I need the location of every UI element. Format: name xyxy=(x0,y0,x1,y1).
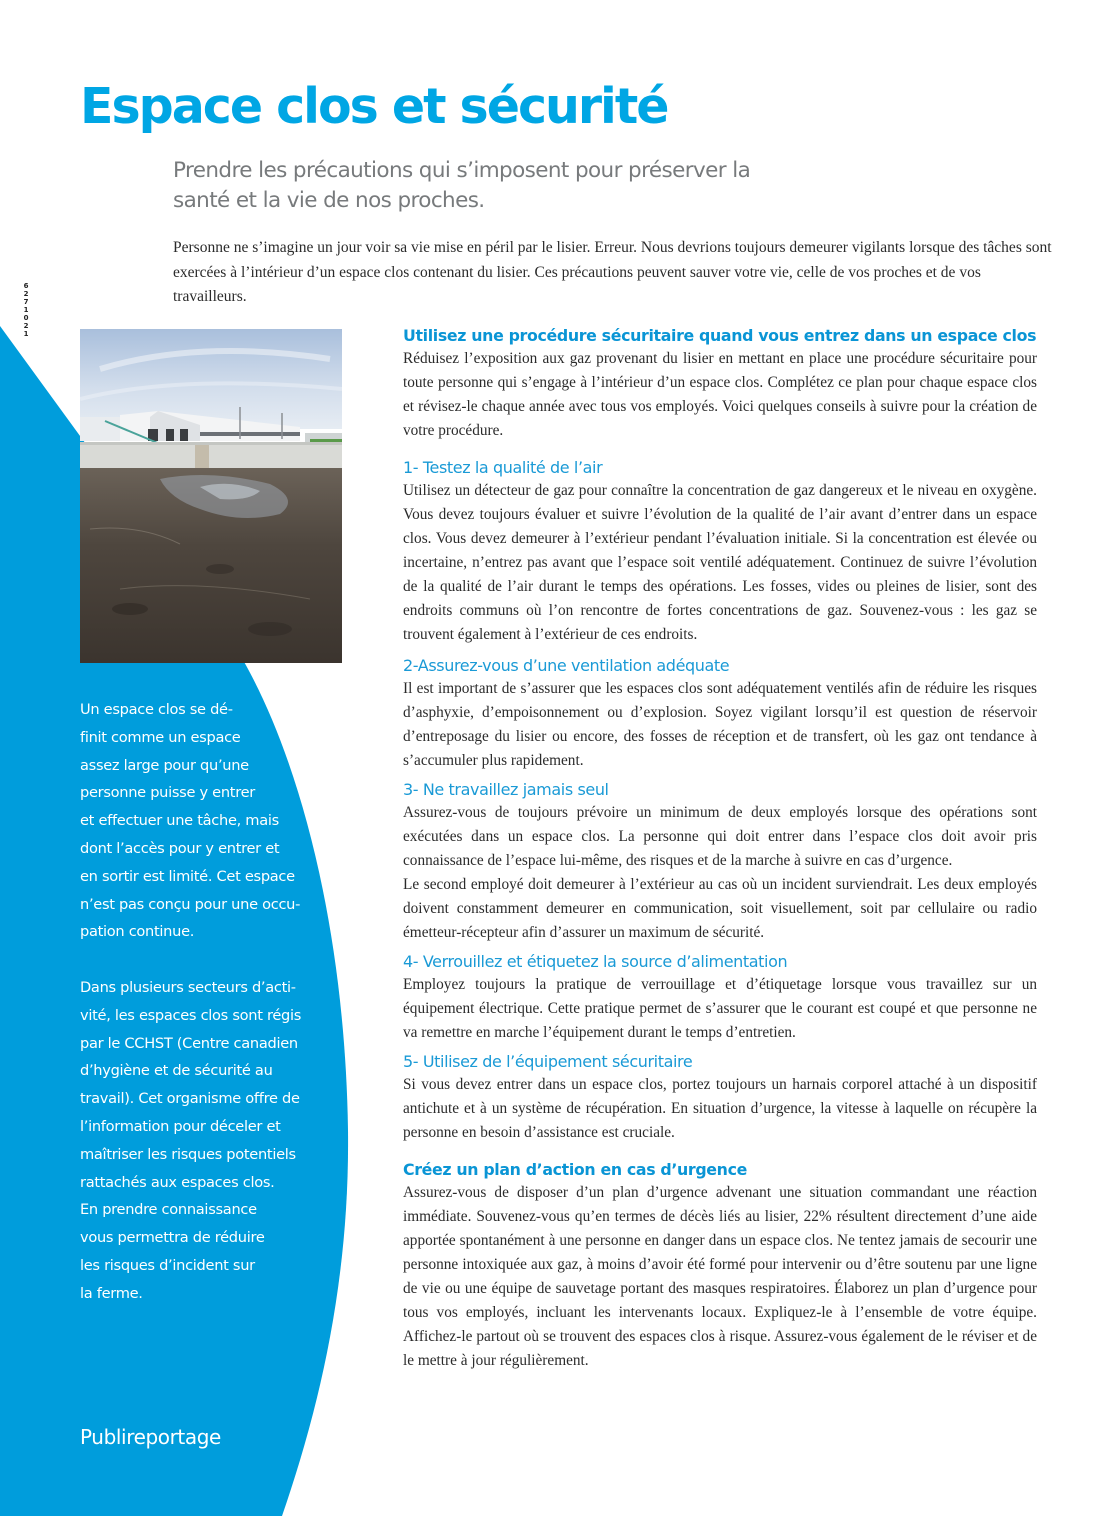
step-heading-5: 5- Utilisez de l’équipement sécuritaire xyxy=(403,1052,693,1071)
sidebar-line: pation continue. xyxy=(80,923,195,941)
step-heading-4: 4- Verrouillez et étiquetez la source d’alimentation xyxy=(403,952,788,971)
sidebar-line: et effectuer une tâche, mais xyxy=(80,812,279,830)
sidebar-line: vité, les espaces clos sont régis xyxy=(80,1006,302,1024)
section-body-procedure: Réduisez l’exposition aux gaz provenant du lisier en mettant en place une procédure sécuritaire pour toute personne qui s’engage à l’intérieur d’un espace clos. Complétez ce plan pour chaque espace clos et révisez-le chaque année avec tous vos employés. Voici quelques conseils à suivre pour la création de votre procédure. xyxy=(403,350,1037,439)
sidebar-line: Un espace clos se dé- xyxy=(80,701,233,718)
step-body-3: Assurez-vous de toujours prévoire un minimum de deux employés lorsque des opérations sont exécutées dans un espace clos. La personne qui doit entrer dans l’espace clos doit avoir pris connaissance de l’espace lui-même, des risques et de la marche à suivre en cas d’urgence. xyxy=(403,804,1037,869)
sidebar-line: assez large pour qu’une xyxy=(80,756,249,774)
sidebar-paragraph-definition xyxy=(80,696,330,946)
sidebar-line: Dans plusieurs secteurs d’acti- xyxy=(80,978,296,996)
sidebar-line: rattachés aux espaces clos. xyxy=(80,1173,275,1191)
step-heading-3: 3- Ne travaillez jamais seul xyxy=(403,780,609,799)
sidebar-line: en sortir est limité. Cet espace xyxy=(80,867,295,885)
section-heading-procedure: Utilisez une procédure sécuritaire quand vous entrez dans un espace clos xyxy=(403,326,1037,345)
sidebar-line: dont l’accès pour y entrer et xyxy=(80,839,280,857)
section-heading-emergency: Créez un plan d’action en cas d’urgence xyxy=(403,1160,747,1179)
sidebar-line: n’est pas conçu pour une occu- xyxy=(80,895,301,913)
step-body-2: Il est important de s’assurer que les espaces clos sont adéquatement ventilés afin de réduire les risques d’asphyxie, d’empoisonnement ou d’explosion. Soyez vigilant lorsqu’il est question de réservoir d’entreposage du lisier ou encore, des fosses de réception et de transfert, où les gaz ont tendance à s’accumuler plus rapidement. xyxy=(403,680,1037,769)
page-title: Espace clos et sécurité xyxy=(80,78,668,135)
sidebar-line: l’information pour déceler et xyxy=(80,1117,281,1135)
sidebar-note xyxy=(80,696,330,1335)
print-code: 6271021 xyxy=(23,282,29,338)
publireportage-label: Publireportage xyxy=(80,1425,221,1449)
sidebar-line: vous permettra de réduire xyxy=(80,1229,265,1247)
sidebar-line: maîtriser les risques potentiels xyxy=(80,1145,296,1163)
sidebar-paragraph-cchst xyxy=(80,974,330,1308)
step-heading-2: 2-Assurez-vous d’une ventilation adéquate xyxy=(403,656,730,675)
sidebar-line: les risques d’incident sur xyxy=(80,1256,255,1274)
step-heading-1: 1- Testez la qualité de l’air xyxy=(403,458,603,477)
sidebar-line: finit comme un espace xyxy=(80,728,241,746)
sidebar-line: la ferme. xyxy=(80,1284,143,1302)
sidebar-line: En prendre connaissance xyxy=(80,1201,257,1219)
sidebar-line: par le CCHST (Centre canadien xyxy=(80,1034,298,1052)
main-article xyxy=(403,325,1037,1373)
step-body-1: Utilisez un détecteur de gaz pour connaître la concentration de gaz dangereux et le niveau en oxygène. Vous devez toujours évaluer et suivre l’évolution de la qualité de l’air avant d’entrer dans un espace clos. Vous devez demeurer à l’extérieur pendant l’évaluation initiale. Si la concentration est élevée ou incertaine, n’entrez pas avant que l’espace soit ventilé adéquatement. Continuez de suivre l’évolution de la qualité de l’air durant le temps des opérations. Les fosses, vides ou pleines de lisier, sont des endroits communs où l’on rencontre de fortes concentrations de gaz. Souvenez-vous : les gaz se trouvent également à l’extérieur de ces endroits. xyxy=(403,482,1037,643)
step-body-3b: Le second employé doit demeurer à l’extérieur au cas où un incident surviendrait. Les deux employés doivent constamment demeurer en communication, soit visuellement, soit par cellulaire ou radio émetteur-récepteur afin d’assurer un maximum de sécurité. xyxy=(403,876,1037,941)
sidebar-line: d’hygiène et de sécurité au xyxy=(80,1062,273,1080)
section-body-emergency: Assurez-vous de disposer d’un plan d’urgence advenant une situation commandant une réaction immédiate. Souvenez-vous qu’en termes de décès liés au lisier, 22% résultent directement d’une aide apportée spontanément à une personne en danger dans un espace clos. Ne tentez jamais de secourir une personne intoxiquée aux gaz, à moins d’avoir été formé pour intervenir ou d’être soutenu par une ligne de vie ou une équipe de sauvetage portant des masques respiratoires. Élaborez un plan d’urgence pour tous vos employés, incluant les intervenants locaux. Expliquez-le à l’ensemble de votre équipe. Affichez-le partout où se trouvent des espaces clos à risque. Assurez-vous également de le réviser et de le mettre à jour régulièrement. xyxy=(403,1184,1037,1369)
page-subtitle: Prendre les précautions qui s’imposent pour préserver la santé et la vie de nos proches. xyxy=(173,158,751,213)
manure-pit-photo xyxy=(80,329,342,663)
photo-image xyxy=(80,329,342,663)
step-body-5: Si vous devez entrer dans un espace clos, portez toujours un harnais corporel attaché à un dispositif antichute et à un système de récupération. En situation d’urgence, la vitesse à laquelle on récupère la personne en besoin d’assistance est cruciale. xyxy=(403,1076,1037,1141)
step-body-4: Employez toujours la pratique de verrouillage et d’étiquetage lorsque vous travaillez sur un équipement électrique. Cette pratique permet de s’assurer que le courant est coupé et que personne ne va remettre en marche l’équipement durant le temps d’entretien. xyxy=(403,976,1037,1041)
sidebar-line: travail). Cet organisme offre de xyxy=(80,1090,300,1108)
sidebar-line: personne puisse y entrer xyxy=(80,784,255,802)
intro-paragraph: Personne ne s’imagine un jour voir sa vie mise en péril par le lisier. Erreur. Nous devrions toujours demeurer vigilants lorsque des tâches sont exercées à l’intérieur d’un espace clos contenant du lisier. Ces précautions peuvent sauver votre vie, celle de vos proches et de vos travailleurs. xyxy=(173,239,1052,305)
